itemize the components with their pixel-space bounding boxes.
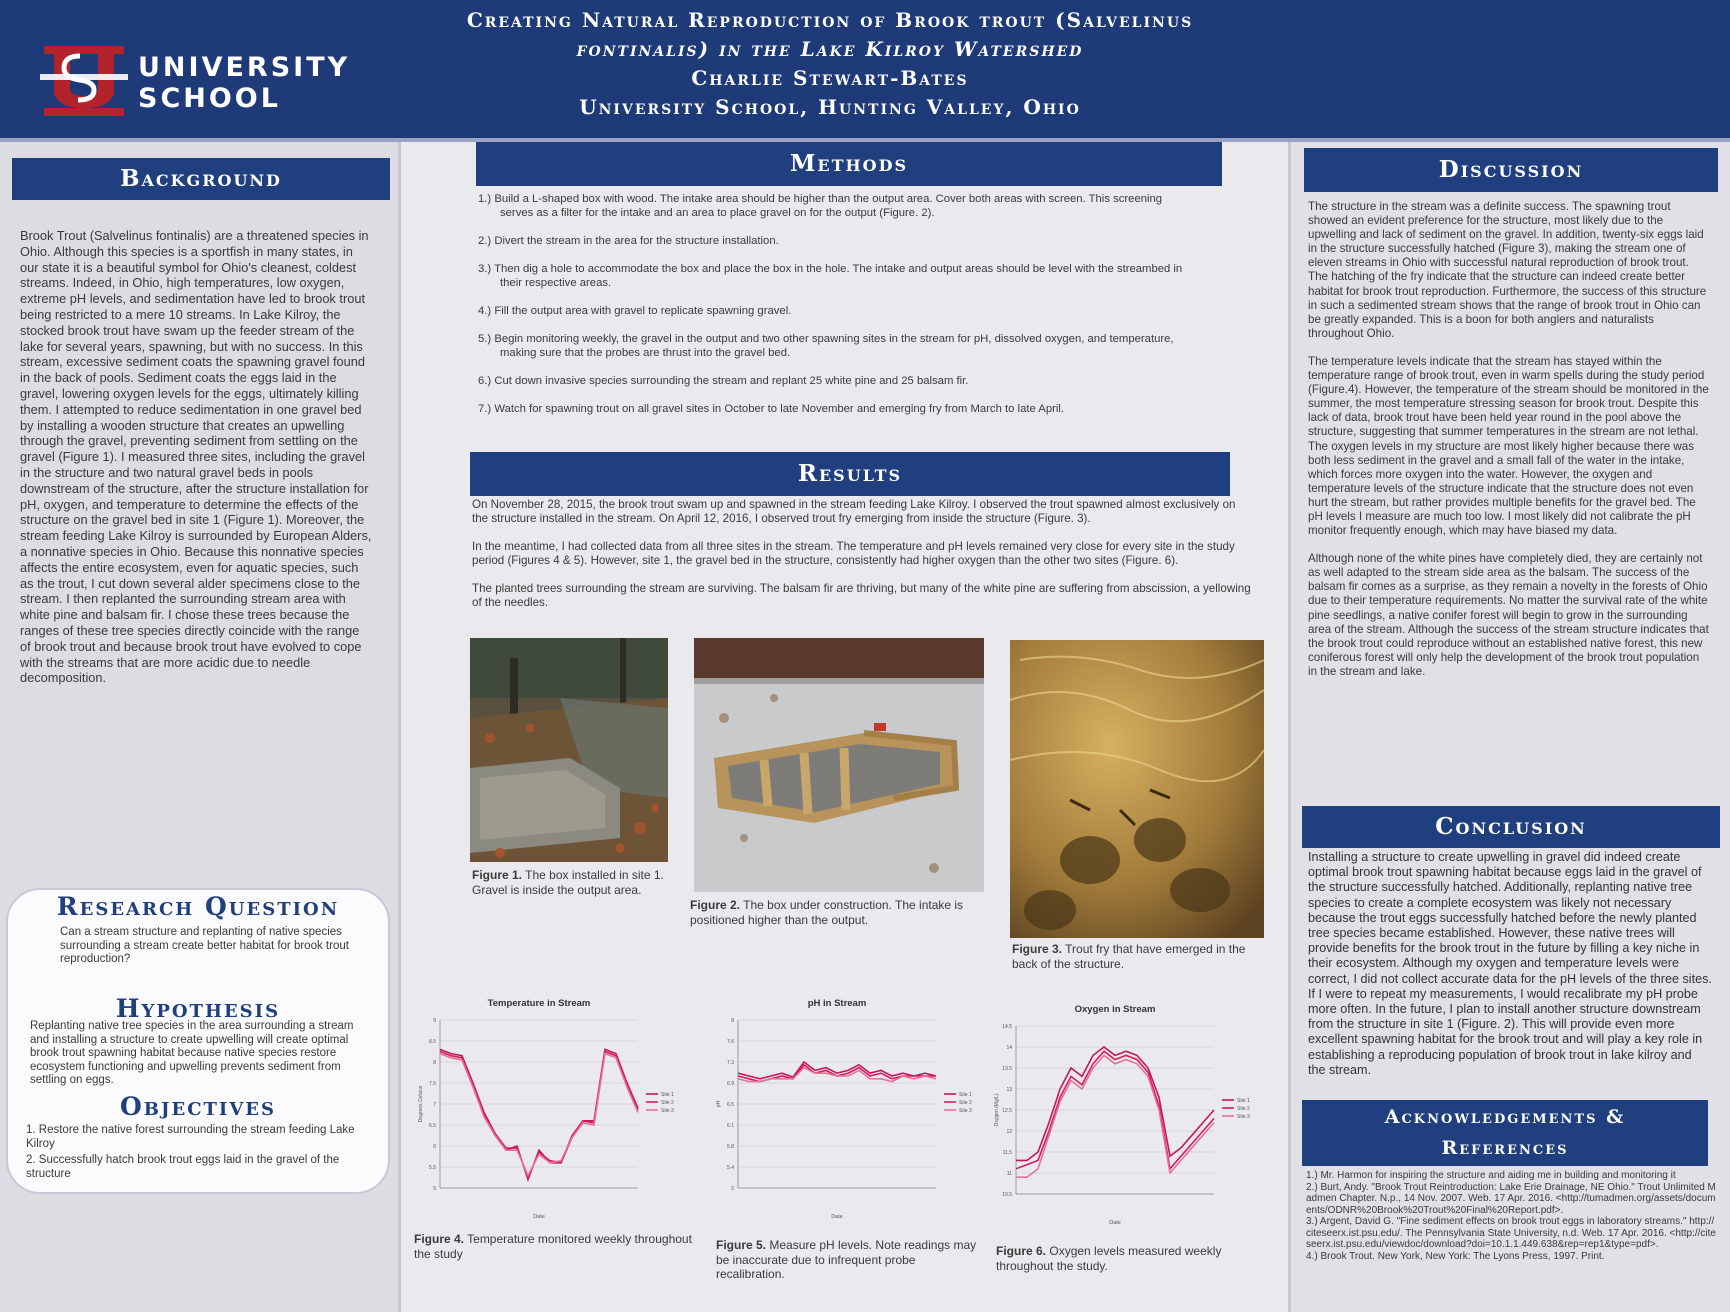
- research-question-heading: Research Question: [56, 892, 340, 921]
- methods-step: 5.) Begin monitoring weekly, the gravel in the output and two other spawning sites in the stream for pH, dissolved oxygen, and temperature, making sure that the probes are thrust into the gravel bed.: [478, 333, 1174, 359]
- hypothesis-heading: Hypothesis: [115, 994, 281, 1023]
- objectives-heading: Objectives: [119, 1092, 277, 1121]
- chart-y-axis-label: pH: [716, 1100, 722, 1108]
- figure-3-caption: [1012, 942, 1264, 971]
- school-name-line-2: SCHOOL: [138, 83, 281, 114]
- methods-step: 4.) Fill the output area with gravel to replicate spawning gravel.: [478, 305, 792, 317]
- header-banner: [0, 0, 1730, 142]
- reference-item: 3.) Argent, David G. "Fine sediment effects on brook trout eggs in laboratory streams." http://citeseerx.ist.psu.edu/. The Pennsylvania State University, n.d. Web. 17 Apr. 2016. <http://citeseerx.ist.psu.edu/viewdoc/download?doi=10.1.1.449.638&rep=rep1&type=pdf>.: [1306, 1216, 1716, 1250]
- methods-step: 3.) Then dig a hole to accommodate the box and place the box in the hole. The intake and output areas should be level with the streambed in their respective areas.: [478, 263, 1183, 289]
- chart-tick-label: 6.5: [727, 1102, 734, 1108]
- figure-1-caption: [472, 868, 668, 897]
- figure-2-caption: [690, 898, 980, 927]
- methods-step: 6.) Cut down invasive species surrounding the stream and replant 25 white pine and 25 balsam fir.: [478, 375, 969, 387]
- figure-6-caption: [996, 1244, 1266, 1273]
- acknowledgements-heading-line: References: [1441, 1137, 1569, 1159]
- reference-item: 2.) Burt, Andy. "Brook Trout Reintroduction: Lake Erie Drainage, NE Ohio." Trout Unlimited Madmen Chapter. N.p., 14 Nov. 2007. Web. 17 Apr. 2016. <http://tumadmen.org/assets/documents/ODNR%20Brook%20Trout%20Final%20Report.pdf>.: [1306, 1181, 1716, 1216]
- discussion-heading: Discussion: [1304, 148, 1718, 192]
- chart-legend-label: Site 2: [959, 1100, 972, 1106]
- acknowledgements-heading-line: Acknowledgements &: [1384, 1106, 1626, 1128]
- chart-series-line: [440, 1052, 638, 1178]
- chart-tick-label: 13: [1006, 1087, 1012, 1093]
- chart-legend-label: Site 2: [1237, 1106, 1250, 1112]
- figure-4-caption: [414, 1232, 704, 1261]
- chart-legend-label: Site 1: [1237, 1098, 1250, 1104]
- figure-6-label: Figure 6.: [996, 1244, 1047, 1258]
- chart-legend-label: Site 3: [1237, 1114, 1250, 1120]
- chart-tick-label: 14.5: [1002, 1024, 1012, 1030]
- chart-legend-label: Site 3: [661, 1108, 674, 1114]
- chart-tick-label: 5.5: [429, 1165, 436, 1171]
- results-text: [472, 498, 1252, 624]
- figure-3-photo: [1010, 640, 1264, 938]
- poster-title: [410, 6, 1250, 122]
- chart-legend-label: Site 2: [661, 1100, 674, 1106]
- chart-tick-label: 9: [433, 1018, 436, 1024]
- figure-1-photo: [470, 638, 668, 862]
- figure-1-label: Figure 1.: [472, 868, 523, 882]
- chart-series-line: [440, 1054, 638, 1176]
- figure-5-caption: [716, 1238, 978, 1282]
- oxygen-chart: [990, 998, 1270, 1228]
- chart-tick-label: 13.5: [1002, 1066, 1012, 1072]
- methods-step: 1.) Build a L-shaped box with wood. The intake area should be higher than the output area. Cover both areas with screen. This screening serves as a filter for the intake and an area to place gravel on for the output (Figure. 2).: [478, 193, 1163, 219]
- background-heading: Background: [12, 158, 390, 200]
- chart-x-axis-label: Date: [831, 1214, 843, 1220]
- temperature-chart: [414, 992, 694, 1222]
- university-school-logo: [40, 44, 128, 118]
- chart-title: Temperature in Stream: [487, 998, 591, 1009]
- figure-2-text: The box under construction. The intake is positioned higher than the output.: [690, 898, 964, 927]
- reference-item: 1.) Mr. Harmon for inspiring the structure and aiding me in building and monitoring it: [1306, 1170, 1676, 1181]
- panel-fold: [1288, 142, 1291, 1312]
- title-line-2: fontinalis) in the Lake Kilroy Watershed: [576, 37, 1084, 61]
- discussion-paragraph: The temperature levels indicate that the stream has stayed within the temperature range of brook trout, even in warm spells during the study period (Figure.4). However, the temperature of the stream should be monitored in the summer, the most temperature stressing season for brook trout. Despite this lack of data, brook trout have been held year round in the pool above the structure, suggesting that summer temperatures in the stream are not lethal. The oxygen levels in my structure are most likely higher because there was both less sediment in the gravel and a small fall of the water in the intake, which forces more oxygen into the water. However, the oxygen and temperature levels of the structure indicate that the structure does not even hurt the stream, but rather provides multiple benefits for the gravel bed. The pH levels I measure are much too low. I most likely did not calibrate the pH monitor frequently enough, which may have biased my data.: [1308, 354, 1709, 538]
- school-name-line-1: UNIVERSITY: [138, 52, 351, 83]
- chart-tick-label: 8: [433, 1060, 436, 1066]
- figure-4-text: Temperature monitored weekly throughout the study: [414, 1232, 692, 1261]
- panel-fold: [398, 142, 401, 1312]
- chart-tick-label: 6.1: [727, 1123, 734, 1129]
- references-list: [1306, 1170, 1718, 1262]
- chart-tick-label: 6.5: [429, 1123, 436, 1129]
- chart-tick-label: 12.5: [1002, 1108, 1012, 1114]
- results-paragraph: In the meantime, I had collected data from all three sites in the stream. The temperature and pH levels remained very close for every site in the study period (Figures 4 & 5). However, site 1, the gravel bed in the structure, consistently had higher oxygen than the other two sites (Figure. 6).: [472, 540, 1235, 567]
- figure-2-photo: [694, 638, 984, 892]
- chart-tick-label: 7.6: [727, 1039, 734, 1045]
- objectives-item: 2. Successfully hatch brook trout eggs laid in the gravel of the structure: [26, 1154, 340, 1180]
- chart-series-line: [440, 1049, 638, 1179]
- title-line-1: Creating Natural Reproduction of Brook trout (Salvelinus: [466, 8, 1194, 32]
- chart-legend-label: Site 3: [959, 1108, 972, 1114]
- chart-tick-label: 5.4: [727, 1165, 734, 1171]
- chart-tick-label: 10.5: [1002, 1192, 1012, 1198]
- objectives-item: 1. Restore the native forest surrounding the stream feeding Lake Kilroy: [26, 1124, 355, 1150]
- chart-tick-label: 5.8: [727, 1144, 734, 1150]
- chart-tick-label: 7: [433, 1102, 436, 1108]
- chart-tick-label: 11.5: [1002, 1150, 1012, 1156]
- chart-tick-label: 7.5: [429, 1081, 436, 1087]
- affiliation-line: University School, Hunting Valley, Ohio: [579, 95, 1081, 119]
- conclusion-heading: Conclusion: [1302, 806, 1720, 848]
- chart-legend-label: Site 1: [959, 1092, 972, 1098]
- figure-1-text: The box installed in site 1. Gravel is inside the output area.: [472, 868, 664, 897]
- chart-tick-label: 5: [731, 1186, 734, 1192]
- chart-tick-label: 5: [433, 1186, 436, 1192]
- author-line: Charlie Stewart-Bates: [691, 66, 969, 90]
- school-name: [138, 52, 350, 114]
- methods-list: [478, 192, 1198, 430]
- chart-x-axis-label: Date: [1109, 1220, 1121, 1226]
- chart-y-axis-label: Degrees Celsius: [418, 1085, 424, 1123]
- research-question-text: Can a stream structure and replanting of native species surrounding a stream create better habitat for brook trout reproduction?: [60, 926, 349, 965]
- acknowledgements-heading: [1302, 1100, 1708, 1166]
- figure-5-text: Measure pH levels. Note readings may be inaccurate due to infrequent probe recalibration.: [716, 1238, 977, 1281]
- chart-tick-label: 11: [1006, 1171, 1012, 1177]
- figure-2-label: Figure 2.: [690, 898, 741, 912]
- chart-tick-label: 14: [1006, 1045, 1012, 1051]
- results-paragraph: The planted trees surrounding the stream are surviving. The balsam fir are thriving, but many of the white pine are suffering from abscission, a yellowing of the needles.: [472, 582, 1251, 609]
- discussion-paragraph: Although none of the white pines have completely died, they are certainly not as well adapted to the stream side area as the balsam. The success of the balsam fir comes as a surprise, as they remain a novelty in the forests of Ohio due to their temperature requirements. No matter the survival rate of the white pine seedlings, a native conifer forest will begin to grow in the surrounding area of the stream. Although the success of the stream structure indicates that the brook trout could reproduce without an established native forest, this new coniferous forest will only help the development of the brook trout population in the stream and lake.: [1308, 552, 1709, 678]
- conclusion-text: Installing a structure to create upwelling in gravel did indeed create optimal brook trout spawning habitat because eggs laid in the gravel of the structure successfully hatched. Additionally, replanting native tree species to create a complete ecosystem was likely not necessary because the trout eggs successfully hatched before the newly planted tree species became established. However, these native trees will provide benefits for the brook trout in the future by filling a key niche in their ecosystem. Although my oxygen and temperature levels were correct, I did not collect accurate data for the pH levels of the three sites. If I were to repeat my measurements, I would recalibrate my pH probe more often. In the future, I plan to install another structure downstream from the structure in site 1 (Figure. 2). This will provide even more excellent spawning habitat for the brook trout and will play a key role in establishing a reproducing population of brook trout in lake kilroy and the stream.: [1308, 850, 1712, 1077]
- chart-tick-label: 8.5: [429, 1039, 436, 1045]
- chart-title: Oxygen in Stream: [1074, 1004, 1156, 1015]
- methods-step: 2.) Divert the stream in the area for the structure installation.: [478, 235, 779, 247]
- chart-x-axis-label: Date: [533, 1214, 545, 1220]
- background-text: Brook Trout (Salvelinus fontinalis) are a threatened species in Ohio. Although this species is a sportfish in many states, in our state it is a beautiful symbol for Ohio's cleanest, coldest streams. Indeed, in Ohio, high temperatures, low oxygen, extreme pH levels, and sedimentation have led to brook trout being restricted to a mere 10 streams. In Lake Kilroy, the stocked brook trout have swam up the feeder stream of the lake for several years, spawning, but with no success. In this stream, excessive sediment coats the spawning gravel found in the back of pools. Sediment coats the eggs laid in the gravel, lowering oxygen levels for the eggs, ultimately killing them. I attempted to reduce sedimentation in one gravel bed by installing a wooden structure that creates an upwelling through the gravel, preventing sediment from settling on the gravel (Figure 1). I measured three sites, including the gravel in the structure and two natural gravel beds in pools downstream of the structure, after the structure installation for pH, oxygen, and temperature to determine the effects of the structure on the gravel bed in site 1 (Figure 1). Moreover, the stream feeding Lake Kilroy is surrounded by European Alders, a nonnative species in Ohio. Because this nonnative species affects the entire ecosystem, even for aquatic species, such as the trout, I cut down several alder specimens close to the stream. I then replanted the surrounding stream area with white pine and balsam fir. I chose these trees because the ranges of these tree species directly coincide with the range of brook trout and because brook trout have evolved to cope with the streams that are more acidic due to needle decomposition.: [20, 228, 372, 686]
- methods-heading: Methods: [476, 142, 1222, 186]
- chart-series-line: [1016, 1055, 1214, 1177]
- figure-3-text: Trout fry that have emerged in the back of the structure.: [1012, 942, 1246, 971]
- figure-3-label: Figure 3.: [1012, 942, 1063, 956]
- chart-tick-label: 6: [433, 1144, 436, 1150]
- figure-4-label: Figure 4.: [414, 1232, 465, 1246]
- chart-tick-label: 12: [1006, 1129, 1012, 1135]
- figure-5-label: Figure 5.: [716, 1238, 767, 1252]
- figure-6-text: Oxygen levels measured weekly throughout the study.: [996, 1244, 1222, 1273]
- discussion-text: [1308, 200, 1710, 693]
- chart-tick-label: 7.3: [727, 1060, 734, 1066]
- chart-title: pH in Stream: [807, 998, 867, 1009]
- results-paragraph: On November 28, 2015, the brook trout swam up and spawned in the stream feeding Lake Kilroy. I observed the trout spawned almost exclusively on the structure installed in the stream. On April 12, 2016, I observed trout fry emerging from inside the structure (Figure. 3).: [472, 498, 1236, 525]
- reference-item: 4.) Brook Trout. New York, New York: The Lyons Press, 1997. Print.: [1306, 1250, 1605, 1262]
- methods-step: 7.) Watch for spawning trout on all gravel sites in October to late November and emerging fry from March to late April.: [478, 403, 1065, 415]
- results-heading: Results: [470, 452, 1230, 496]
- chart-tick-label: 6.9: [727, 1081, 734, 1087]
- chart-y-axis-label: Oxygen (Mg/L): [994, 1093, 1000, 1127]
- discussion-paragraph: The structure in the stream was a definite success. The spawning trout showed an evident preference for the structure, most likely due to the upwelling and lack of sediment on the gravel. In addition, twenty-six eggs laid in the structure successfully hatched (Figure 3), making the stream one of eleven streams in Ohio with successful natural reproduction of brook trout. The hatching of the fry indicate that the structure can indeed create better habitat for brook trout reproduction. Furthermore, the success of this structure in such a sedimented stream shows that the range of brook trout in Ohio can be greatly expanded. This is a boon for both anglers and naturalists throughout Ohio.: [1308, 200, 1707, 340]
- chart-legend-label: Site 1: [661, 1092, 674, 1098]
- ph-chart: [712, 992, 992, 1222]
- hypothesis-text: Replanting native tree species in the area surrounding a stream and installing a structure to create upwelling will create optimal brook trout spawning habitat because native species restore ecosystem functioning and upwelling prevents sediment from settling on eggs.: [30, 1020, 354, 1086]
- chart-tick-label: 8: [731, 1018, 734, 1024]
